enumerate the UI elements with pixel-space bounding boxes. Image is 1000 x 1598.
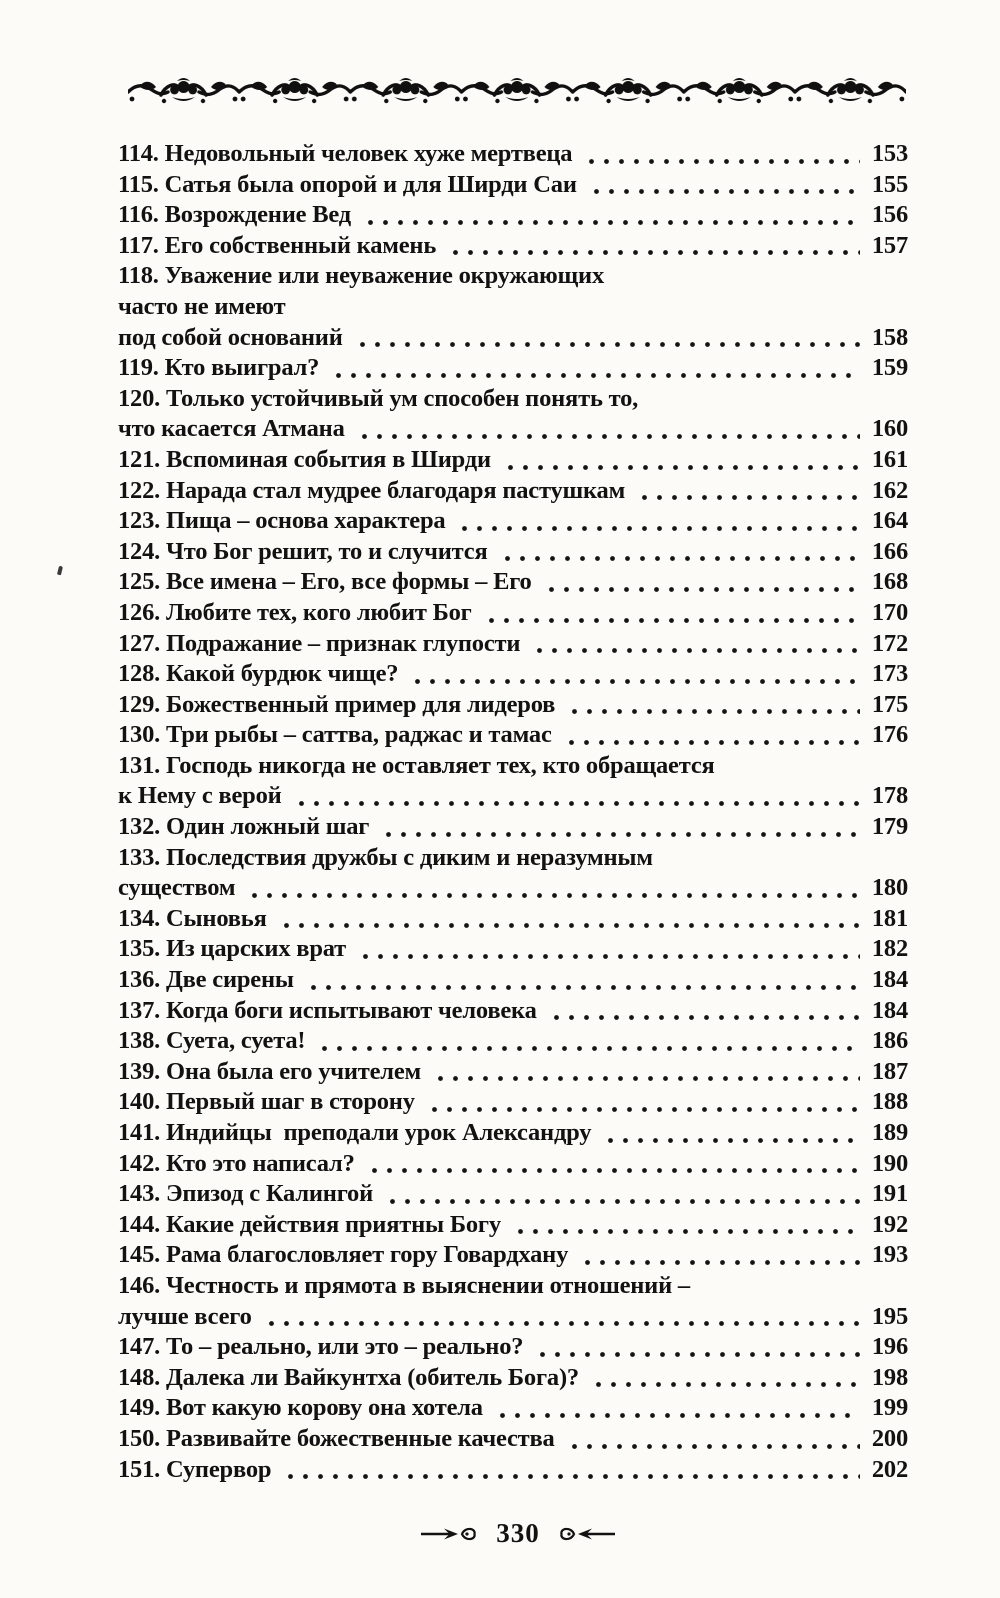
- toc-page-number: 176: [871, 721, 908, 749]
- table-of-contents: [118, 140, 908, 1486]
- page-number: 330: [496, 1518, 540, 1548]
- toc-entry-line: [118, 1058, 908, 1089]
- toc-entry-line: [118, 171, 908, 202]
- dot-leader: [329, 373, 860, 378]
- toc-entry-text: 115. Сатья была опорой и для Ширди Саи: [118, 170, 577, 198]
- dot-leader: [353, 342, 860, 347]
- toc-entry-text: 143. Эпизод с Калингой: [118, 1180, 373, 1208]
- toc-page-number: 175: [871, 690, 908, 718]
- dot-leader: [425, 1107, 860, 1112]
- toc-entry-line: [118, 385, 908, 416]
- toc-entry-text: 138. Суета, суета!: [118, 1027, 306, 1055]
- toc-entry-line: [118, 1088, 908, 1119]
- dot-leader: [565, 1444, 860, 1449]
- toc-page-number: 179: [871, 813, 908, 841]
- toc-page-number: 166: [871, 537, 908, 565]
- toc-page-number: 164: [871, 507, 908, 535]
- toc-entry-line: [118, 446, 908, 477]
- dot-leader: [355, 434, 860, 439]
- toc-entry-line: [118, 691, 908, 722]
- dot-leader: [356, 954, 860, 959]
- dot-leader: [578, 1260, 860, 1265]
- toc-entry-text: 131. Господь никогда не оставляет тех, кто обращается: [118, 751, 715, 779]
- toc-entry-text: 121. Вспоминая события в Ширди: [118, 445, 491, 473]
- toc-page-number: 193: [871, 1241, 908, 1269]
- toc-page-number: 156: [871, 201, 908, 229]
- toc-page-number: 170: [871, 598, 908, 626]
- toc-entry-text: 130. Три рыбы – саттва, раджас и тамас: [118, 721, 552, 749]
- toc-page-number: 192: [871, 1210, 908, 1238]
- dot-leader: [511, 1229, 860, 1234]
- toc-entry-text: 122. Нарада стал мудрее благодаря пастушкам: [118, 476, 626, 504]
- dot-leader: [635, 495, 860, 500]
- toc-entry-text: 134. Сыновья: [118, 904, 267, 932]
- dot-leader: [493, 1413, 860, 1418]
- toc-entry-line: [118, 721, 908, 752]
- toc-entry-text: 150. Развивайте божественные качества: [118, 1424, 555, 1452]
- toc-page-number: 188: [871, 1088, 908, 1116]
- toc-entry-text: 148. Далека ли Вайкунтха (обитель Бога)?: [118, 1363, 579, 1391]
- toc-entry-text: 145. Рама благословляет гору Говардхану: [118, 1241, 569, 1269]
- toc-entry-line: [118, 1425, 908, 1456]
- toc-entry-line: [118, 1211, 908, 1242]
- dot-leader: [542, 587, 860, 592]
- toc-entry-text: 141. Индийцы преподали урок Александру: [118, 1119, 592, 1146]
- toc-entry-line: [118, 599, 908, 630]
- dot-leader: [589, 1382, 860, 1387]
- toc-entry-text: 135. Из царских врат: [118, 935, 347, 963]
- toc-entry-line: [118, 477, 908, 508]
- toc-entry-text: 149. Вот какую корову она хотела: [118, 1394, 483, 1422]
- dot-leader: [582, 159, 859, 164]
- dot-leader: [431, 1076, 860, 1081]
- toc-entry-text: 124. Что Бог решит, то и случится: [118, 537, 488, 565]
- floral-divider-band: [128, 74, 906, 108]
- toc-page-number: 173: [871, 660, 908, 688]
- toc-page-number: 200: [871, 1424, 908, 1452]
- toc-entry-text: 136. Две сирены: [118, 966, 294, 994]
- toc-entry-line: [118, 1272, 908, 1303]
- toc-entry-line: [118, 1394, 908, 1425]
- toc-entry-line: [118, 752, 908, 783]
- dot-leader: [455, 526, 859, 531]
- toc-page-number: 199: [871, 1394, 908, 1422]
- toc-page-number: 157: [871, 231, 908, 259]
- dot-leader: [262, 1321, 860, 1326]
- dot-leader: [379, 832, 860, 837]
- toc-entry-line: [118, 1150, 908, 1181]
- toc-entry-text: лучше всего: [118, 1302, 252, 1330]
- dot-leader: [408, 679, 859, 684]
- dot-leader: [562, 740, 860, 745]
- toc-page-number: 196: [871, 1333, 908, 1361]
- toc-page-number: 153: [871, 140, 908, 167]
- toc-entry-line: [118, 1027, 908, 1058]
- toc-entry-text: часто не имеют: [118, 292, 286, 320]
- toc-page-number: 182: [871, 935, 908, 963]
- toc-entry-line: [118, 415, 908, 446]
- toc-page-number: 184: [871, 996, 908, 1024]
- toc-entry-line: [118, 232, 908, 263]
- toc-entry-text: 137. Когда боги испытывают человека: [118, 996, 537, 1024]
- page-footer: [18, 1518, 1000, 1549]
- dot-leader: [361, 220, 860, 225]
- toc-entry-line: [118, 935, 908, 966]
- dot-leader: [281, 1474, 860, 1479]
- toc-page-number: 168: [871, 568, 908, 596]
- dot-leader: [446, 250, 860, 255]
- toc-entry-line: [118, 1333, 908, 1364]
- toc-entry-line: [118, 262, 908, 293]
- toc-entry-text: что касается Атмана: [118, 415, 345, 443]
- toc-page-number: 195: [871, 1302, 908, 1330]
- toc-entry-text: к Нему с верой: [118, 782, 282, 810]
- toc-entry-line: [118, 568, 908, 599]
- toc-entry-line: [118, 1119, 908, 1150]
- toc-entry-text: 123. Пища – основа характера: [118, 507, 446, 535]
- dot-leader: [292, 801, 860, 806]
- toc-page-number: 191: [871, 1180, 908, 1208]
- toc-page-number: 160: [871, 415, 908, 443]
- toc-entry-line: [118, 354, 908, 385]
- toc-entry-text: 127. Подражание – признак глупости: [118, 629, 521, 657]
- toc-page-number: 202: [871, 1455, 908, 1483]
- toc-entry-line: [118, 966, 908, 997]
- toc-entry-text: 125. Все имена – Его, все формы – Его: [118, 568, 532, 596]
- toc-entry-text: 119. Кто выиграл?: [118, 354, 320, 382]
- toc-entry-text: 132. Один ложный шаг: [118, 813, 370, 841]
- dot-leader: [245, 893, 860, 898]
- toc-entry-line: [118, 874, 908, 905]
- toc-entry-line: [118, 538, 908, 569]
- dot-leader: [383, 1199, 860, 1204]
- dot-leader: [530, 648, 860, 653]
- toc-entry-text: 142. Кто это написал?: [118, 1149, 355, 1177]
- toc-entry-line: [118, 782, 908, 813]
- toc-page-number: 181: [871, 904, 908, 932]
- toc-entry-text: 144. Какие действия приятны Богу: [118, 1210, 501, 1238]
- dot-leader: [601, 1138, 860, 1143]
- arrow-bow-right-icon: [554, 1525, 616, 1543]
- toc-entry-text: 151. Супервор: [118, 1455, 272, 1483]
- toc-entry-text: под собой оснований: [118, 323, 343, 351]
- dot-leader: [315, 1046, 859, 1051]
- toc-entry-line: [118, 1241, 908, 1272]
- toc-entry-line: [118, 1303, 908, 1334]
- toc-entry-text: 133. Последствия дружбы с диким и неразумным: [118, 843, 653, 871]
- dot-leader: [498, 556, 860, 561]
- toc-entry-line: [118, 140, 908, 171]
- arrow-bow-left-icon: [420, 1525, 482, 1543]
- toc-entry-line: [118, 1456, 908, 1487]
- toc-entry-line: [118, 630, 908, 661]
- dot-leader: [587, 189, 860, 194]
- toc-entry-text: 118. Уважение или неуважение окружающих: [118, 262, 604, 290]
- dot-leader: [482, 618, 860, 623]
- toc-page-number: 162: [871, 476, 908, 504]
- toc-entry-text: существом: [118, 874, 236, 902]
- toc-page-number: 189: [871, 1119, 908, 1146]
- toc-entry-text: 116. Возрождение Вед: [118, 201, 351, 229]
- toc-page-number: 187: [871, 1057, 908, 1085]
- toc-page-number: 159: [871, 354, 908, 382]
- toc-page-number: 172: [871, 629, 908, 657]
- toc-page-number: 161: [871, 445, 908, 473]
- dot-leader: [304, 985, 860, 990]
- toc-page-number: 155: [871, 170, 908, 198]
- toc-entry-line: [118, 660, 908, 691]
- toc-entry-line: [118, 997, 908, 1028]
- toc-entry-line: [118, 1180, 908, 1211]
- toc-page-number: 190: [871, 1149, 908, 1177]
- toc-entry-text: 117. Его собственный камень: [118, 231, 437, 259]
- toc-page-number: 184: [871, 966, 908, 994]
- toc-page-number: 178: [871, 782, 908, 810]
- toc-entry-line: [118, 905, 908, 936]
- toc-entry-line: [118, 507, 908, 538]
- toc-page-number: 186: [871, 1027, 908, 1055]
- toc-page-number: 180: [871, 874, 908, 902]
- dot-leader: [547, 1015, 860, 1020]
- toc-page-number: 198: [871, 1363, 908, 1391]
- toc-entry-text: 129. Божественный пример для лидеров: [118, 690, 556, 718]
- dot-leader: [565, 709, 860, 714]
- dot-leader: [533, 1352, 860, 1357]
- toc-entry-text: 114. Недовольный человек хуже мертвеца: [118, 140, 573, 167]
- toc-entry-text: 140. Первый шаг в сторону: [118, 1088, 415, 1116]
- dot-leader: [501, 465, 860, 470]
- toc-entry-line: [118, 293, 908, 324]
- toc-entry-text: 147. То – реально, или это – реально?: [118, 1333, 524, 1361]
- scan-speck: [57, 566, 63, 576]
- toc-page-number: 158: [871, 323, 908, 351]
- toc-entry-line: [118, 324, 908, 355]
- toc-entry-text: 146. Честность и прямота в выяснении отношений –: [118, 1271, 690, 1299]
- toc-entry-text: 139. Она была его учителем: [118, 1057, 422, 1085]
- toc-entry-line: [118, 844, 908, 875]
- dot-leader: [277, 923, 860, 928]
- toc-entry-text: 128. Какой бурдюк чище?: [118, 660, 399, 688]
- toc-entry-line: [118, 813, 908, 844]
- dot-leader: [365, 1168, 860, 1173]
- toc-entry-text: 120. Только устойчивый ум способен понять то,: [118, 384, 639, 412]
- toc-entry-text: 126. Любите тех, кого любит Бог: [118, 598, 472, 626]
- toc-entry-line: [118, 1364, 908, 1395]
- toc-entry-line: [118, 201, 908, 232]
